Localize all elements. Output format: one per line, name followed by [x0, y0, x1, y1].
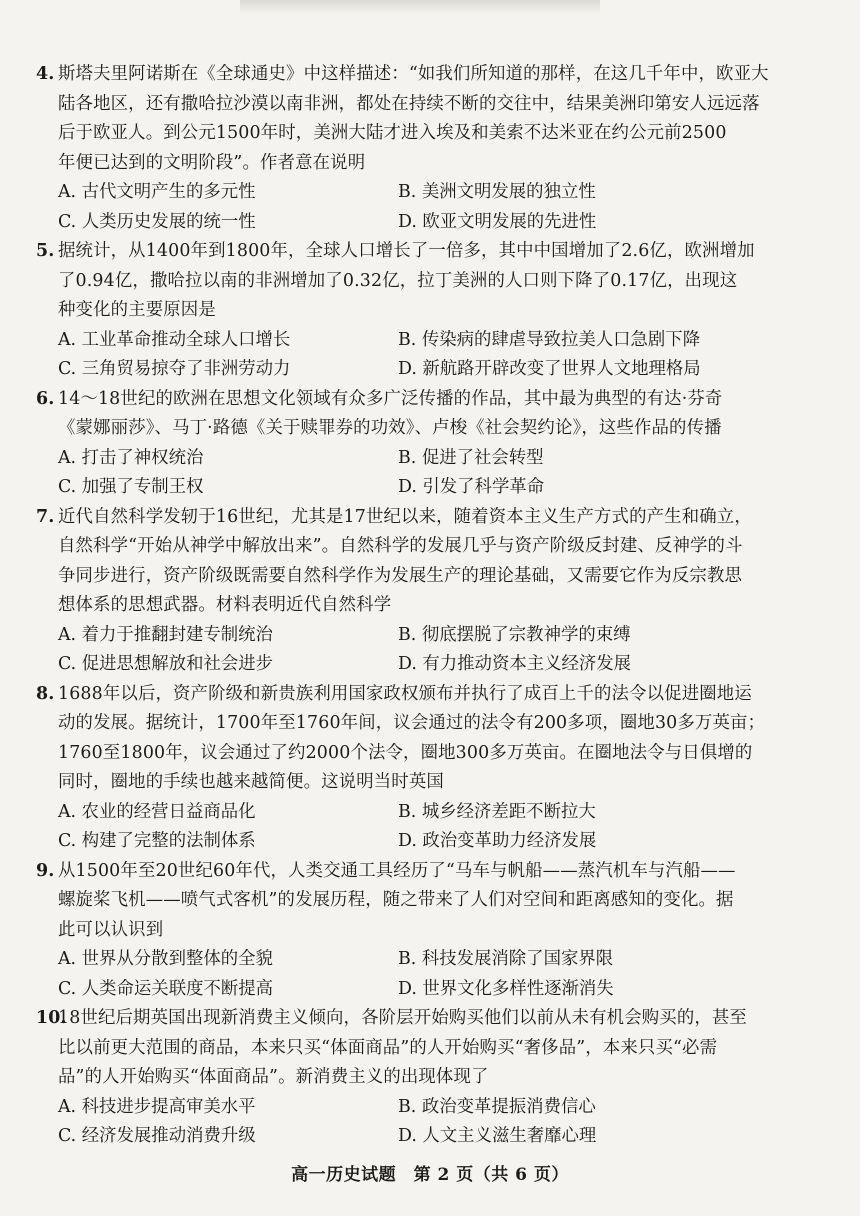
option-b: B. 传染病的肆虐导致拉美人口急剧下降	[398, 329, 701, 350]
question-text-line: 品”的人开始购买“体面商品”。新消费主义的出现体现了	[58, 1067, 489, 1087]
option-c: C. 促进思想解放和社会进步	[58, 654, 274, 674]
question-text-line: 此可以认识到	[58, 919, 164, 940]
option-d: D. 引发了科学革命	[398, 477, 545, 497]
option-a: A. 工业革命推动全球人口增长	[58, 329, 291, 350]
option-a: A. 世界从分散到整体的全貌	[58, 949, 273, 969]
question-number: 7.	[36, 506, 55, 527]
option-d: D. 政治变革助力经济发展	[398, 831, 597, 851]
option-a: A. 着力于推翻封建专制统治	[58, 624, 273, 645]
question-text-line: 斯塔夫里阿诺斯在《全球通史》中这样描述：“如我们所知道的那样，在这几千年中，欧亚大	[58, 64, 769, 84]
option-b: B. 政治变革提振消费信心	[398, 1096, 596, 1117]
question-number: 10.	[36, 1008, 67, 1028]
question-text-line: 1688年以后，资产阶级和新贵族利用国家政权颁布并执行了成百上千的法令以促进圈地运	[58, 683, 752, 704]
option-d: D. 世界文化多样性逐渐消失	[398, 978, 614, 999]
question-text-line: 同时，圈地的手续也越来越简便。这说明当时英国	[58, 772, 444, 792]
option-b: B. 美洲文明发展的独立性	[398, 182, 596, 202]
question-number: 6.	[36, 388, 55, 409]
option-d: D. 欧亚文明发展的先进性	[398, 211, 597, 232]
option-a: A. 打击了神权统治	[58, 447, 204, 468]
option-a: A. 古代文明产生的多元性	[58, 182, 256, 202]
option-d: D. 有力推动资本主义经济发展	[398, 654, 632, 674]
question-list	[36, 60, 816, 1152]
question-text-line: 18世纪后期英国出现新消费主义倾向，各阶层开始购买他们以前从未有机会购买的，甚至	[58, 1008, 747, 1028]
scan-artifact	[240, 0, 600, 14]
option-c: C. 经济发展推动消费升级	[58, 1126, 256, 1146]
question-text-line: 想体系的思想武器。材料表明近代自然科学	[58, 595, 392, 615]
question-text-line: 1760至1800年，议会通过了约2000个法令，圈地300多万英亩。在圈地法令与日俱增的	[58, 742, 753, 763]
question-7	[36, 503, 816, 680]
option-d: D. 新航路开辟改变了世界人文地理格局	[398, 359, 701, 379]
question-text-line: 近代自然科学发轫于16世纪，尤其是17世纪以来，随着资本主义生产方式的产生和确立，	[58, 506, 752, 527]
question-number: 9.	[36, 860, 55, 881]
option-b: B. 促进了社会转型	[398, 447, 544, 468]
option-a: A. 农业的经营日益商品化	[58, 801, 256, 822]
question-text-line: 据统计，从1400年到1800年，全球人口增长了一倍多，其中中国增加了2.6亿，欧洲增加	[58, 241, 755, 261]
question-text-line: 后于欧亚人。到公元1500年时，美洲大陆才进入埃及和美索不达米亚在约公元前2500	[58, 123, 727, 143]
question-text-line: 了0.94亿，撒哈拉以南的非洲增加了0.32亿，拉丁美洲的人口则下降了0.17亿，出现这	[58, 270, 738, 291]
option-b: B. 彻底摆脱了宗教神学的束缚	[398, 624, 631, 645]
option-a: A. 科技进步提高审美水平	[58, 1096, 256, 1117]
question-4	[36, 60, 816, 237]
question-text-line: 《蒙娜丽莎》、马丁·路德《关于赎罪券的功效》、卢梭《社会契约论》，这些作品的传播	[58, 418, 722, 438]
option-c: C. 三角贸易掠夺了非洲劳动力	[58, 359, 291, 379]
option-b: B. 科技发展消除了国家界限	[398, 949, 614, 969]
option-d: D. 人文主义滋生奢靡心理	[398, 1126, 597, 1146]
question-text-line: 比以前更大范围的商品，本来只买“体面商品”的人开始购买“奢侈品”，本来只买“必需	[58, 1037, 718, 1058]
question-text-line: 年便已达到的文明阶段”。作者意在说明	[58, 152, 366, 173]
question-text-line: 螺旋桨飞机——喷气式客机”的发展历程，随之带来了人们对空间和距离感知的变化。据	[58, 890, 734, 910]
option-c: C. 加强了专制王权	[58, 477, 204, 497]
question-number: 8.	[36, 683, 55, 704]
question-9	[36, 857, 816, 1005]
question-6	[36, 385, 816, 503]
question-5	[36, 237, 816, 385]
question-number: 5.	[36, 241, 55, 261]
question-8	[36, 680, 816, 857]
option-b: B. 城乡经济差距不断拉大	[398, 801, 596, 822]
question-text-line: 种变化的主要原因是	[58, 300, 216, 320]
question-text-line: 14～18世纪的欧洲在思想文化领域有众多广泛传播的作品，其中最为典型的有达·芬奇	[58, 388, 723, 409]
option-c: C. 人类命运关联度不断提高	[58, 978, 274, 999]
question-text-line: 争同步进行，资产阶级既需要自然科学作为发展生产的理论基础，又需要它作为反宗教思	[58, 565, 743, 586]
page-footer: 高一历史试题 第 2 页（共 6 页）	[291, 1165, 569, 1185]
question-10	[36, 1004, 816, 1152]
question-text-line: 自然科学“开始从神学中解放出来”。自然科学的发展几乎与资产阶级反封建、反神学的斗	[58, 536, 743, 556]
option-c: C. 构建了完整的法制体系	[58, 831, 256, 851]
question-text-line: 动的发展。据统计，1700年至1760年间，议会通过的法令有200多项，圈地30多万英亩；	[58, 713, 766, 733]
question-text-line: 陆各地区，还有撒哈拉沙漠以南非洲，都处在持续不断的交往中，结果美洲印第安人远远落	[58, 93, 760, 114]
question-number: 4.	[36, 64, 55, 84]
question-text-line: 从1500年至20世纪60年代，人类交通工具经历了“马车与帆船——蒸汽机车与汽船——	[58, 860, 736, 881]
option-c: C. 人类历史发展的统一性	[58, 211, 256, 232]
